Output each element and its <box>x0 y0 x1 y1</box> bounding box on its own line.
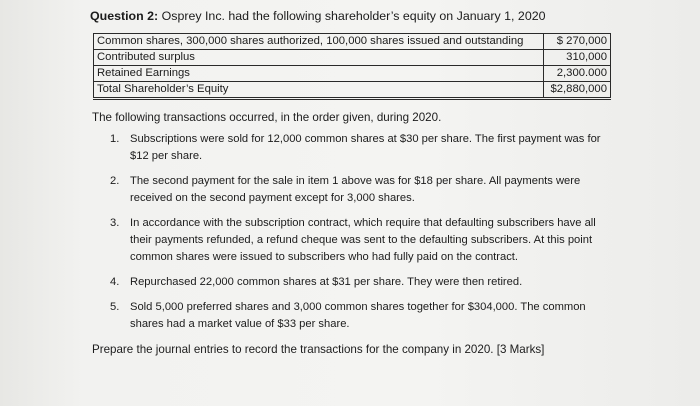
intro-text: The following transactions occurred, in the order given, during 2020. <box>92 111 442 124</box>
question-text: Osprey Inc. had the following shareholder’s equity on January 1, 2020 <box>161 9 546 23</box>
item-number: 4. <box>110 276 120 288</box>
row-amount: 2,300.000 <box>544 66 611 82</box>
row-label: Common shares, 300,000 shares authorized, 100,000 shares issued and outstanding <box>94 34 544 50</box>
item-number: 5. <box>110 301 120 313</box>
list-item <box>108 299 608 333</box>
row-label: Contributed surplus <box>94 50 544 66</box>
transaction-list <box>108 131 608 341</box>
row-label: Total Shareholder’s Equity <box>94 82 544 99</box>
table-row <box>94 50 611 66</box>
row-amount: $ 270,000 <box>544 34 611 50</box>
row-amount: 310,000 <box>544 50 611 66</box>
row-label: Retained Earnings <box>94 66 544 82</box>
list-item <box>108 131 608 165</box>
item-text: Subscriptions were sold for 12,000 common shares at $30 per share. The first payment was for $12 per share. <box>130 133 601 162</box>
row-amount: $2,880,000 <box>544 82 611 99</box>
item-number: 2. <box>110 175 120 187</box>
table-row <box>94 66 611 82</box>
shareholders-equity-table <box>93 33 611 100</box>
item-number: 3. <box>110 217 120 229</box>
question-heading <box>90 9 546 23</box>
item-text: The second payment for the sale in item 1 above was for $18 per share. All payments were received on the second payment except for 3,000 shares. <box>130 175 581 204</box>
list-item <box>108 274 608 291</box>
list-item <box>108 215 608 266</box>
item-number: 1. <box>110 133 120 145</box>
list-item <box>108 173 608 207</box>
question-label: Question 2: <box>90 9 159 23</box>
table-row <box>94 34 611 50</box>
item-text: Sold 5,000 preferred shares and 3,000 common shares together for $304,000. The common shares had a market value of $33 per share. <box>130 301 586 330</box>
item-text: In accordance with the subscription contract, which require that defaulting subscribers have all their payments refunded, a refund cheque was sent to the defaulting subscribers. At this point common shares were issued to subscribers who had fully paid on the contract. <box>130 217 596 263</box>
item-text: Repurchased 22,000 common shares at $31 per share. They were then retired. <box>130 276 523 288</box>
instruction-text: Prepare the journal entries to record the transactions for the company in 2020. [3 Marks] <box>92 343 545 356</box>
table-row-total <box>94 82 611 99</box>
